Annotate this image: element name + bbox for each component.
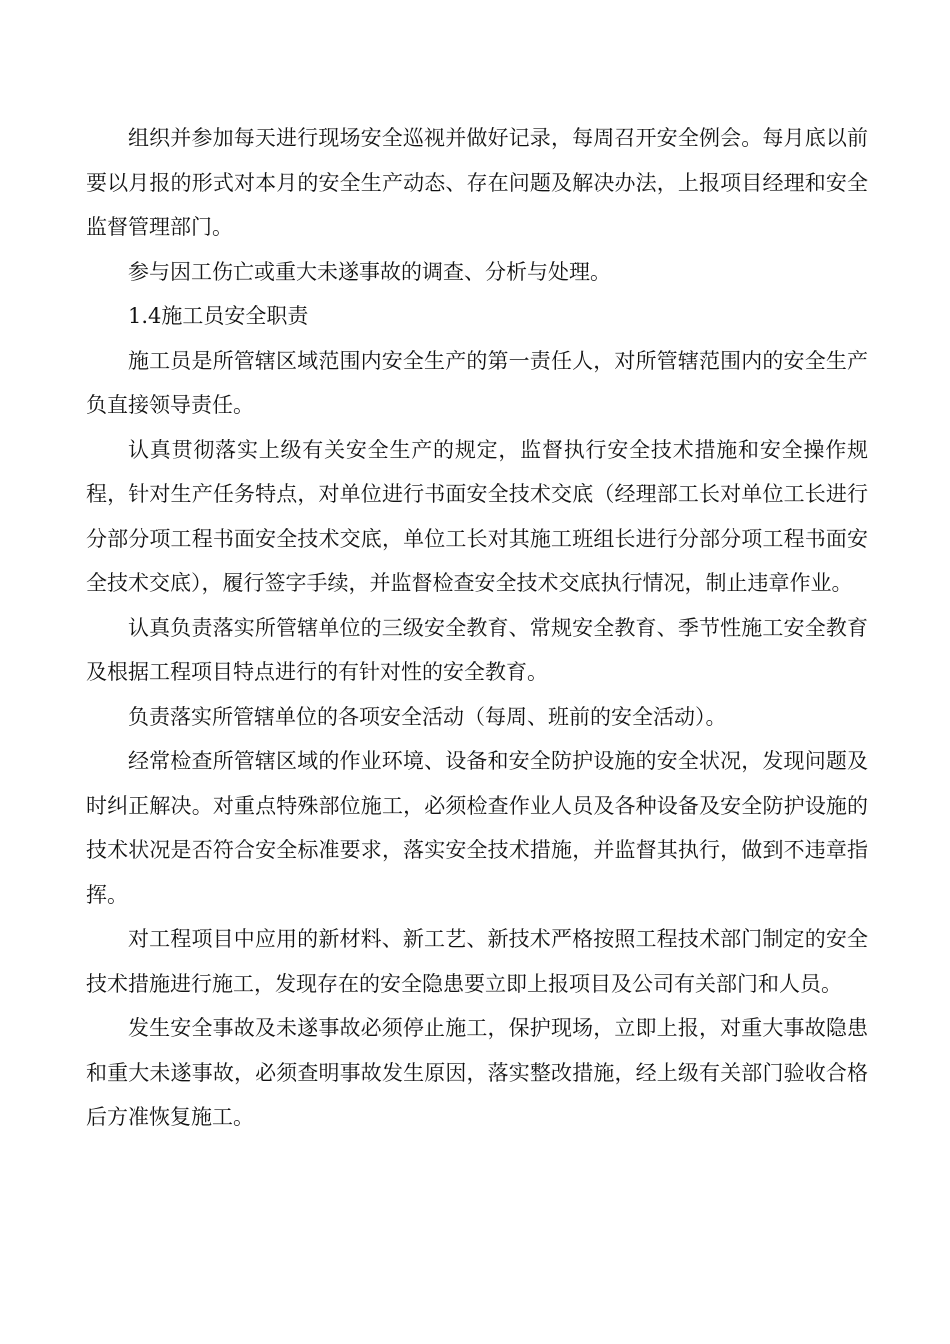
paragraph-accident-response: 发生安全事故及未遂事故必须停止施工，保护现场，立即上报，对重大事故隐患和重大未遂事故，必须查明事故发生原因，落实整改措施，经上级有关部门验收合格后方准恢复施工。 xyxy=(86,1016,868,1129)
paragraph-technical-disclosure: 认真贯彻落实上级有关安全生产的规定，监督执行安全技术措施和安全操作规程，针对生产任务特点，对单位进行书面安全技术交底（经理部工长对单位工长进行分部分项工程书面安全技术交底，单位工长对其施工班组长进行分部分项工程书面安全技术交底），履行签字手续，并监督检查安全技术交底执行情况，制止违章作业。 xyxy=(86,437,868,595)
paragraph-safety-activities: 负责落实所管辖单位的各项安全活动（每周、班前的安全活动）。 xyxy=(128,704,727,729)
paragraph-safety-education: 认真负责落实所管辖单位的三级安全教育、常规安全教育、季节性施工安全教育及根据工程项目特点进行的有针对性的安全教育。 xyxy=(86,615,868,684)
paragraph-site-inspection: 经常检查所管辖区域的作业环境、设备和安全防护设施的安全状况，发现问题及时纠正解决。对重点特殊部位施工，必须检查作业人员及各种设备及安全防护设施的技术状况是否符合安全标准要求，落实安全技术措施，并监督其执行，做到不违章指挥。 xyxy=(86,749,868,907)
section-heading-1-4: 1.4施工员安全职责 xyxy=(128,304,309,328)
paragraph-weekly-inspection: 组织并参加每天进行现场安全巡视并做好记录，每周召开安全例会。每月底以前要以月报的形式对本月的安全生产动态、存在问题及解决办法，上报项目经理和安全监督管理部门。 xyxy=(86,126,868,239)
paragraph-accident-investigation: 参与因工伤亡或重大未遂事故的调查、分析与处理。 xyxy=(128,259,611,284)
paragraph-first-responsible: 施工员是所管辖区域范围内安全生产的第一责任人，对所管辖范围内的安全生产负直接领导责任。 xyxy=(86,348,868,417)
document-page xyxy=(86,116,868,1140)
paragraph-new-materials: 对工程项目中应用的新材料、新工艺、新技术严格按照工程技术部门制定的安全技术措施进行施工，发现存在的安全隐患要立即上报项目及公司有关部门和人员。 xyxy=(86,927,868,996)
